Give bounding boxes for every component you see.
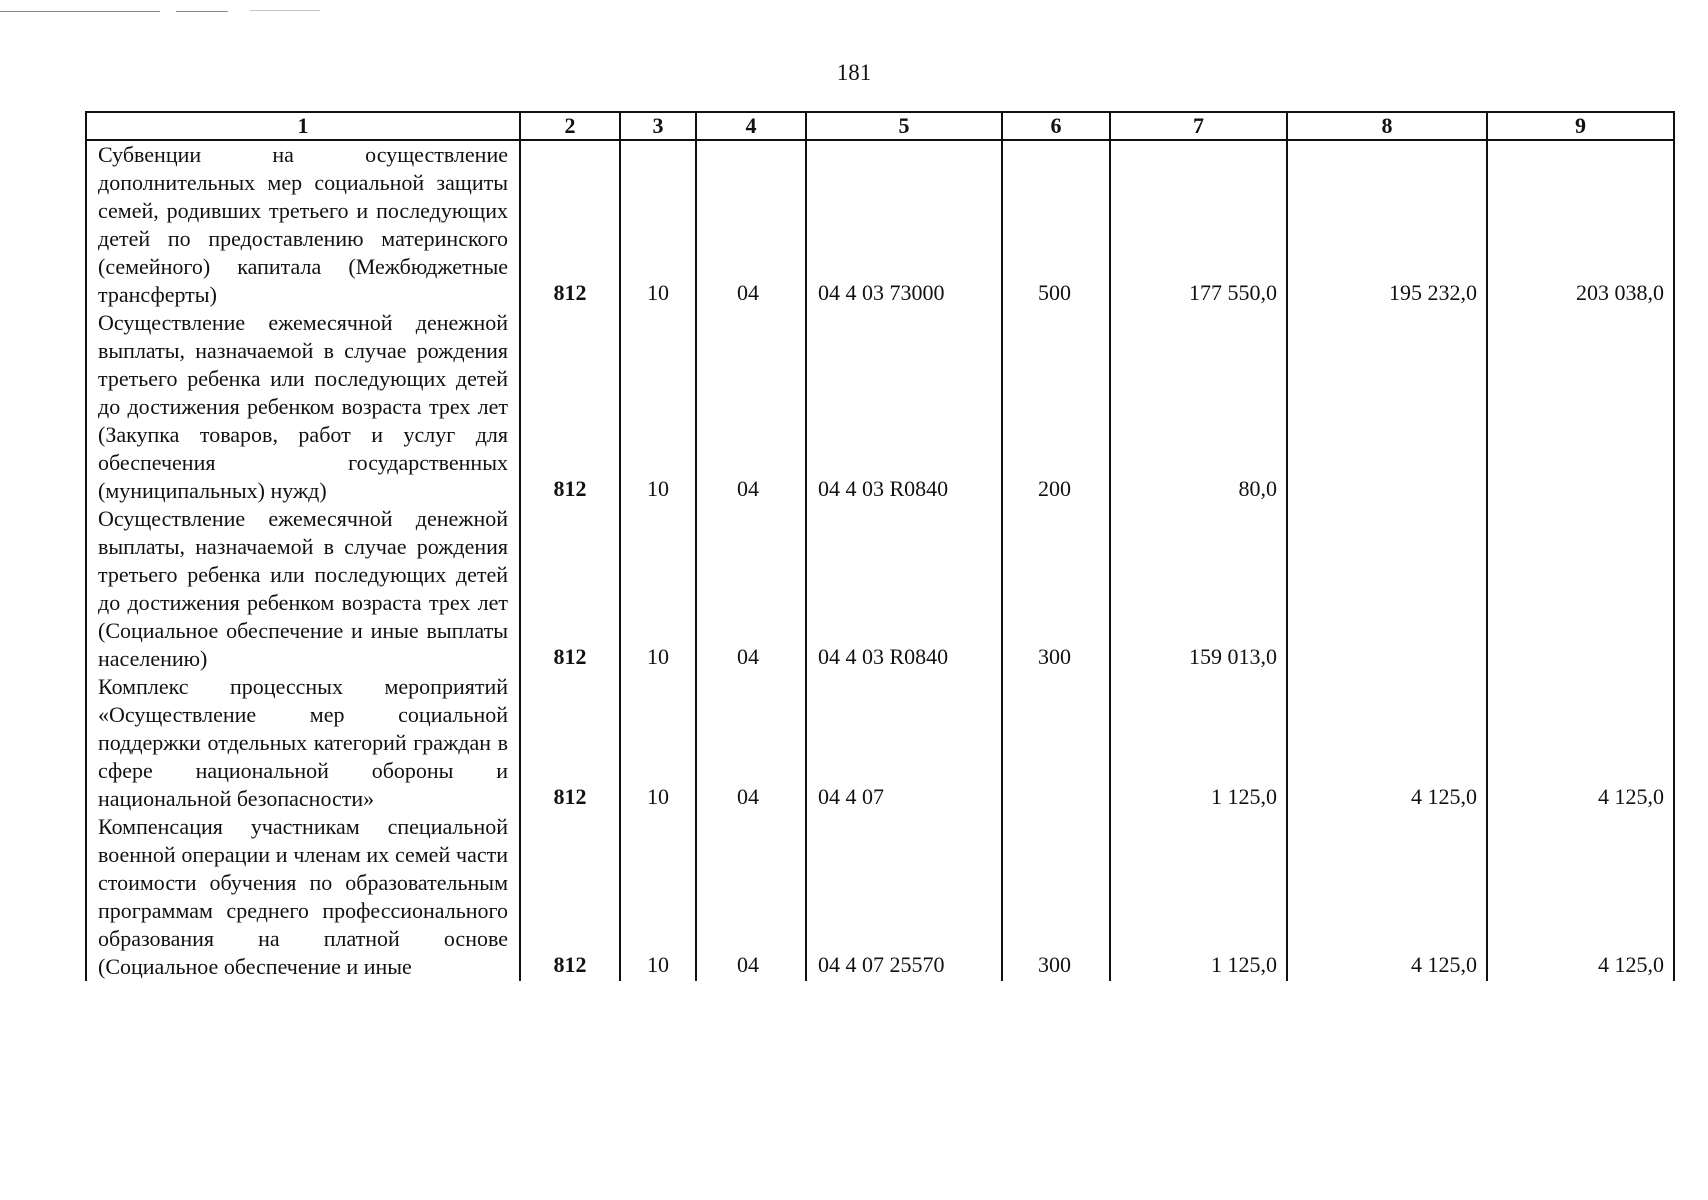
grbs-code-cell: 812 <box>520 673 620 813</box>
amount-col9-cell <box>1487 309 1674 505</box>
table-row <box>86 140 1674 309</box>
grbs-code-cell: 812 <box>520 309 620 505</box>
amount-col9-cell: 4 125,0 <box>1487 673 1674 813</box>
section-code-cell: 10 <box>620 673 696 813</box>
grbs-code-cell: 812 <box>520 505 620 673</box>
header-row <box>86 112 1674 140</box>
subsection-code-cell: 04 <box>696 673 806 813</box>
subsection-code-cell: 04 <box>696 505 806 673</box>
amount-col7-cell: 1 125,0 <box>1110 673 1287 813</box>
amount-col7-cell: 159 013,0 <box>1110 505 1287 673</box>
header-cell: 2 <box>520 112 620 140</box>
header-cell: 5 <box>806 112 1002 140</box>
header-cell: 3 <box>620 112 696 140</box>
header-cell: 4 <box>696 112 806 140</box>
scan-artifact <box>250 10 320 11</box>
table-row <box>86 309 1674 505</box>
target-article-cell: 04 4 03 73000 <box>806 140 1002 309</box>
subsection-code-cell: 04 <box>696 813 806 981</box>
expense-type-cell: 300 <box>1002 813 1110 981</box>
amount-col8-cell: 4 125,0 <box>1287 813 1487 981</box>
target-article-cell: 04 4 07 25570 <box>806 813 1002 981</box>
amount-col9-cell: 203 038,0 <box>1487 140 1674 309</box>
subsection-code-cell: 04 <box>696 309 806 505</box>
amount-col9-cell: 4 125,0 <box>1487 813 1674 981</box>
row-name-cell: Комплекс процессных мероприятий «Осуществление мер социальной поддержки отдельных категорий граждан в сфере национальной обороны и национальной безопасности» <box>86 673 520 813</box>
row-name-cell: Осуществление ежемесячной денежной выплаты, назначаемой в случае рождения третьего ребенка или последующих детей до достижения ребенком возраста трех лет (Закупка товаров, работ и услуг для обеспечения государственных (муниципальных) нужд) <box>86 309 520 505</box>
amount-col9-cell <box>1487 505 1674 673</box>
amount-col8-cell: 195 232,0 <box>1287 140 1487 309</box>
expense-type-cell <box>1002 673 1110 813</box>
header-cell: 6 <box>1002 112 1110 140</box>
scan-artifact <box>0 11 160 12</box>
scan-artifact <box>176 11 228 12</box>
target-article-cell: 04 4 03 R0840 <box>806 309 1002 505</box>
amount-col8-cell: 4 125,0 <box>1287 673 1487 813</box>
header-cell: 8 <box>1287 112 1487 140</box>
row-name-cell: Субвенции на осуществление дополнительных мер социальной защиты семей, родивших третьего и последующих детей по предоставлению материнского (семейного) капитала (Межбюджетные трансферты) <box>86 140 520 309</box>
grbs-code-cell: 812 <box>520 140 620 309</box>
amount-col7-cell: 177 550,0 <box>1110 140 1287 309</box>
section-code-cell: 10 <box>620 309 696 505</box>
grbs-code-cell: 812 <box>520 813 620 981</box>
header-cell: 9 <box>1487 112 1674 140</box>
table-header <box>86 112 1674 140</box>
amount-col8-cell <box>1287 505 1487 673</box>
expense-type-cell: 300 <box>1002 505 1110 673</box>
section-code-cell: 10 <box>620 505 696 673</box>
expense-type-cell: 200 <box>1002 309 1110 505</box>
table-row <box>86 673 1674 813</box>
expense-type-cell: 500 <box>1002 140 1110 309</box>
table-row <box>86 505 1674 673</box>
target-article-cell: 04 4 07 <box>806 673 1002 813</box>
page-number: 181 <box>836 60 872 85</box>
budget-table <box>85 111 1675 981</box>
target-article-cell: 04 4 03 R0840 <box>806 505 1002 673</box>
amount-col7-cell: 1 125,0 <box>1110 813 1287 981</box>
table-body <box>86 140 1674 981</box>
amount-col8-cell <box>1287 309 1487 505</box>
amount-col7-cell: 80,0 <box>1110 309 1287 505</box>
header-cell: 1 <box>86 112 520 140</box>
section-code-cell: 10 <box>620 140 696 309</box>
header-cell: 7 <box>1110 112 1287 140</box>
subsection-code-cell: 04 <box>696 140 806 309</box>
row-name-cell: Компенсация участникам специальной военной операции и членам их семей части стоимости обучения по образовательным программам среднего профессионального образования на платной основе (Социальное обеспечение и иные <box>86 813 520 981</box>
section-code-cell: 10 <box>620 813 696 981</box>
table-row <box>86 813 1674 981</box>
row-name-cell: Осуществление ежемесячной денежной выплаты, назначаемой в случае рождения третьего ребенка или последующих детей до достижения ребенком возраста трех лет (Социальное обеспечение и иные выплаты населению) <box>86 505 520 673</box>
